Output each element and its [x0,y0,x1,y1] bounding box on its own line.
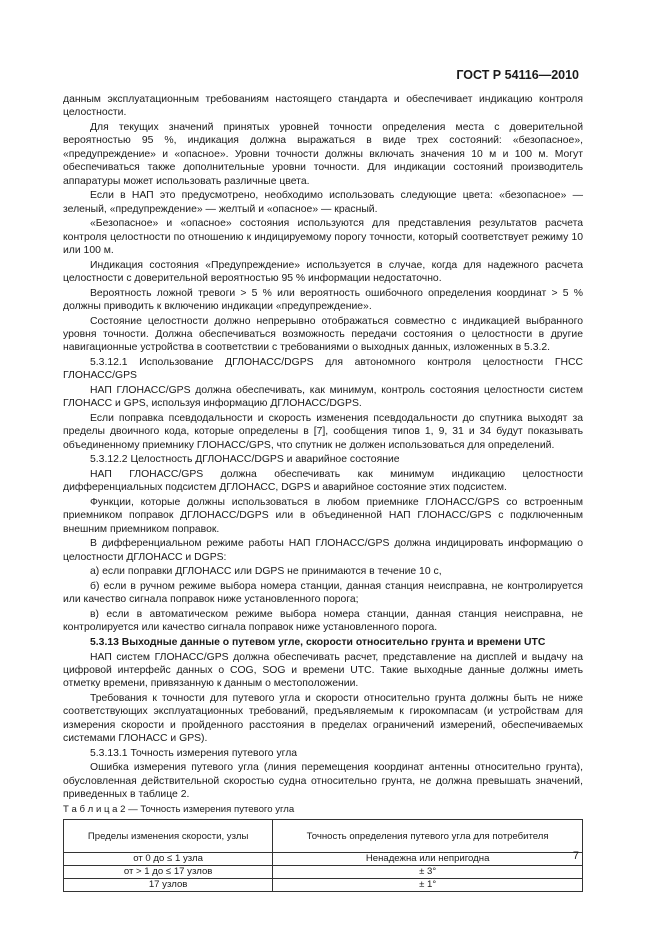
table-row [64,866,583,879]
table-header-cell: Пределы изменения скорости, узлы [64,820,273,853]
paragraph: Требования к точности для путевого угла и скорости относительно грунта должны быть не ниже соответствующих эксплуатационных требований, предъявляемым к гирокомпасам (и устройствам для измерения скорости и пройденного расстояния в пределах ограничений измерений, обеспечиваемых системами ГЛОНАСС и GPS). [63,693,583,745]
table-row [64,853,583,866]
document-header: ГОСТ Р 54116—2010 [456,68,579,82]
table-cell: от 0 до ≤ 1 узла [64,853,273,866]
paragraph: 5.3.13.1 Точность измерения путевого угла [90,747,298,759]
table-caption: Т а б л и ц а 2 — Точность измерения путевого угла [63,803,295,815]
table-header-cell: Точность определения путевого угла для потребителя [273,820,583,853]
paragraph: 5.3.12.1 Использование ДГЛОНАСС/DGPS для автономного контроля целостности ГНСС ГЛОНАСС/GPS [63,357,583,382]
page-number: 7 [572,850,579,862]
paragraph: Индикация состояния «Предупреждение» используется в случае, когда для надежного расчета целостности с доверительной вероятностью 95 % информации недостаточно. [63,259,583,285]
table-cell: 17 узлов [64,879,273,892]
paragraph: НАП ГЛОНАСС/GPS должна обеспечивать, как минимум, контроль состояния целостности систем ГЛОНАСС и GPS, используя информацию ДГЛОНАСС/DGPS. [63,385,583,410]
paragraph: Состояние целостности должно непрерывно отображаться совместно с индикацией выбранного уровня точности. Должна обеспечиваться возможность передачи состояния о целостности в другие навигационные устройства в соответствии с требованиями о выходных данных, изложенных в 5.3.2. [63,315,583,354]
paragraph: В дифференциальном режиме работы НАП ГЛОНАСС/GPS должна индицировать информацию о целостности ДГЛОНАСС и DGPS: [63,538,583,563]
paragraph: в) если в автоматическом режиме выбора номера станции, данная станция неисправна, не контролируется или качество сигнала поправок ниже установленного порога. [63,609,583,634]
paragraph: Вероятность ложной тревоги > 5 % или вероятность ошибочного определения координат > 5 % должны приводить к включению индикации «предупреждение». [63,287,583,313]
accuracy-table [63,819,583,892]
paragraph: Если поправка псевдодальности и скорость изменения псевдодальности до спутника выходят за пределы двоичного кода, которые определены в [7], сообщения типов 1, 9, 31 и 34 будут показывать объединенному приемнику ГЛОНАСС/GPS, что спутник не должен использоваться для определений. [63,413,583,451]
paragraph: 5.3.12.2 Целостность ДГЛОНАСС/DGPS и аварийное состояние [90,454,400,466]
paragraph: НАП систем ГЛОНАСС/GPS должна обеспечивать расчет, представление на дисплей и выдачу на цифровой интерфейс данных о COG, SOG и времени UTC. Такие выходные данные должны иметь отметку времени, привязанную к данным о местоположении. [63,651,583,690]
paragraph: б) если в ручном режиме выбора номера станции, данная станция неисправна, не контролируется или качество сигнала поправок ниже установленного порога; [63,581,583,606]
paragraph: а) если поправки ДГЛОНАСС или DGPS не принимаются в течение 10 с, [90,566,442,578]
paragraph: «Безопасное» и «опасное» состояния используются для представления результатов расчета контроля целостности по отношению к индицируемому порогу точности, который соответствует режиму 10 или 100 м. [63,218,583,257]
table-row [64,879,583,892]
table-cell: ± 1° [273,879,583,892]
paragraph: данным эксплуатационным требованиям настоящего стандарта и обеспечивает индикацию контроля целостности. [63,94,583,119]
document-body [63,93,583,892]
paragraph: Если в НАП это предусмотрено, необходимо использовать следующие цвета: «безопасное» — зеленый, «предупреждение» — желтый и «опасное» — красный. [63,190,583,215]
table-cell: Ненадежна или непригодна [273,853,583,866]
paragraph-list [63,93,583,802]
paragraph: Ошибка измерения путевого угла (линия перемещения координат антенны относительно грунта), обусловленная действительной скоростью судна относительно грунта, не должна превышать значений, приведенных в таблице 2. [63,762,583,801]
table-header-row [64,820,583,853]
section-heading: 5.3.13 Выходные данные о путевом угле, скорости относительно грунта и времени UTC [90,637,546,649]
table-cell: от > 1 до ≤ 17 узлов [64,866,273,879]
paragraph: Для текущих значений принятых уровней точности определения места с доверительной вероятностью 95 %, индикация должна выражаться в виде трех состояний: «безопасное», «предупреждение» и «опасное». Уровни точности должны включать значения 10 м и 100 м. Могут обеспечиваться также дополнительные уровни точности. Для индикации состояний производитель аппаратуры может использовать различные цвета. [63,122,583,187]
table-cell: ± 3° [273,866,583,879]
paragraph [63,636,583,649]
paragraph: Функции, которые должны использоваться в любом приемнике ГЛОНАСС/GPS со встроенным приемником поправок ДГЛОНАСС/DGPS или в объединенной НАП ГЛОНАСС/GPS с подключенным внешним приемником поправок. [63,497,583,535]
paragraph: НАП ГЛОНАСС/GPS должна обеспечивать как минимум индикацию целостности дифференциальных подсистем ДГЛОНАСС, DGPS и аварийное состояние этих подсистем. [63,469,583,494]
